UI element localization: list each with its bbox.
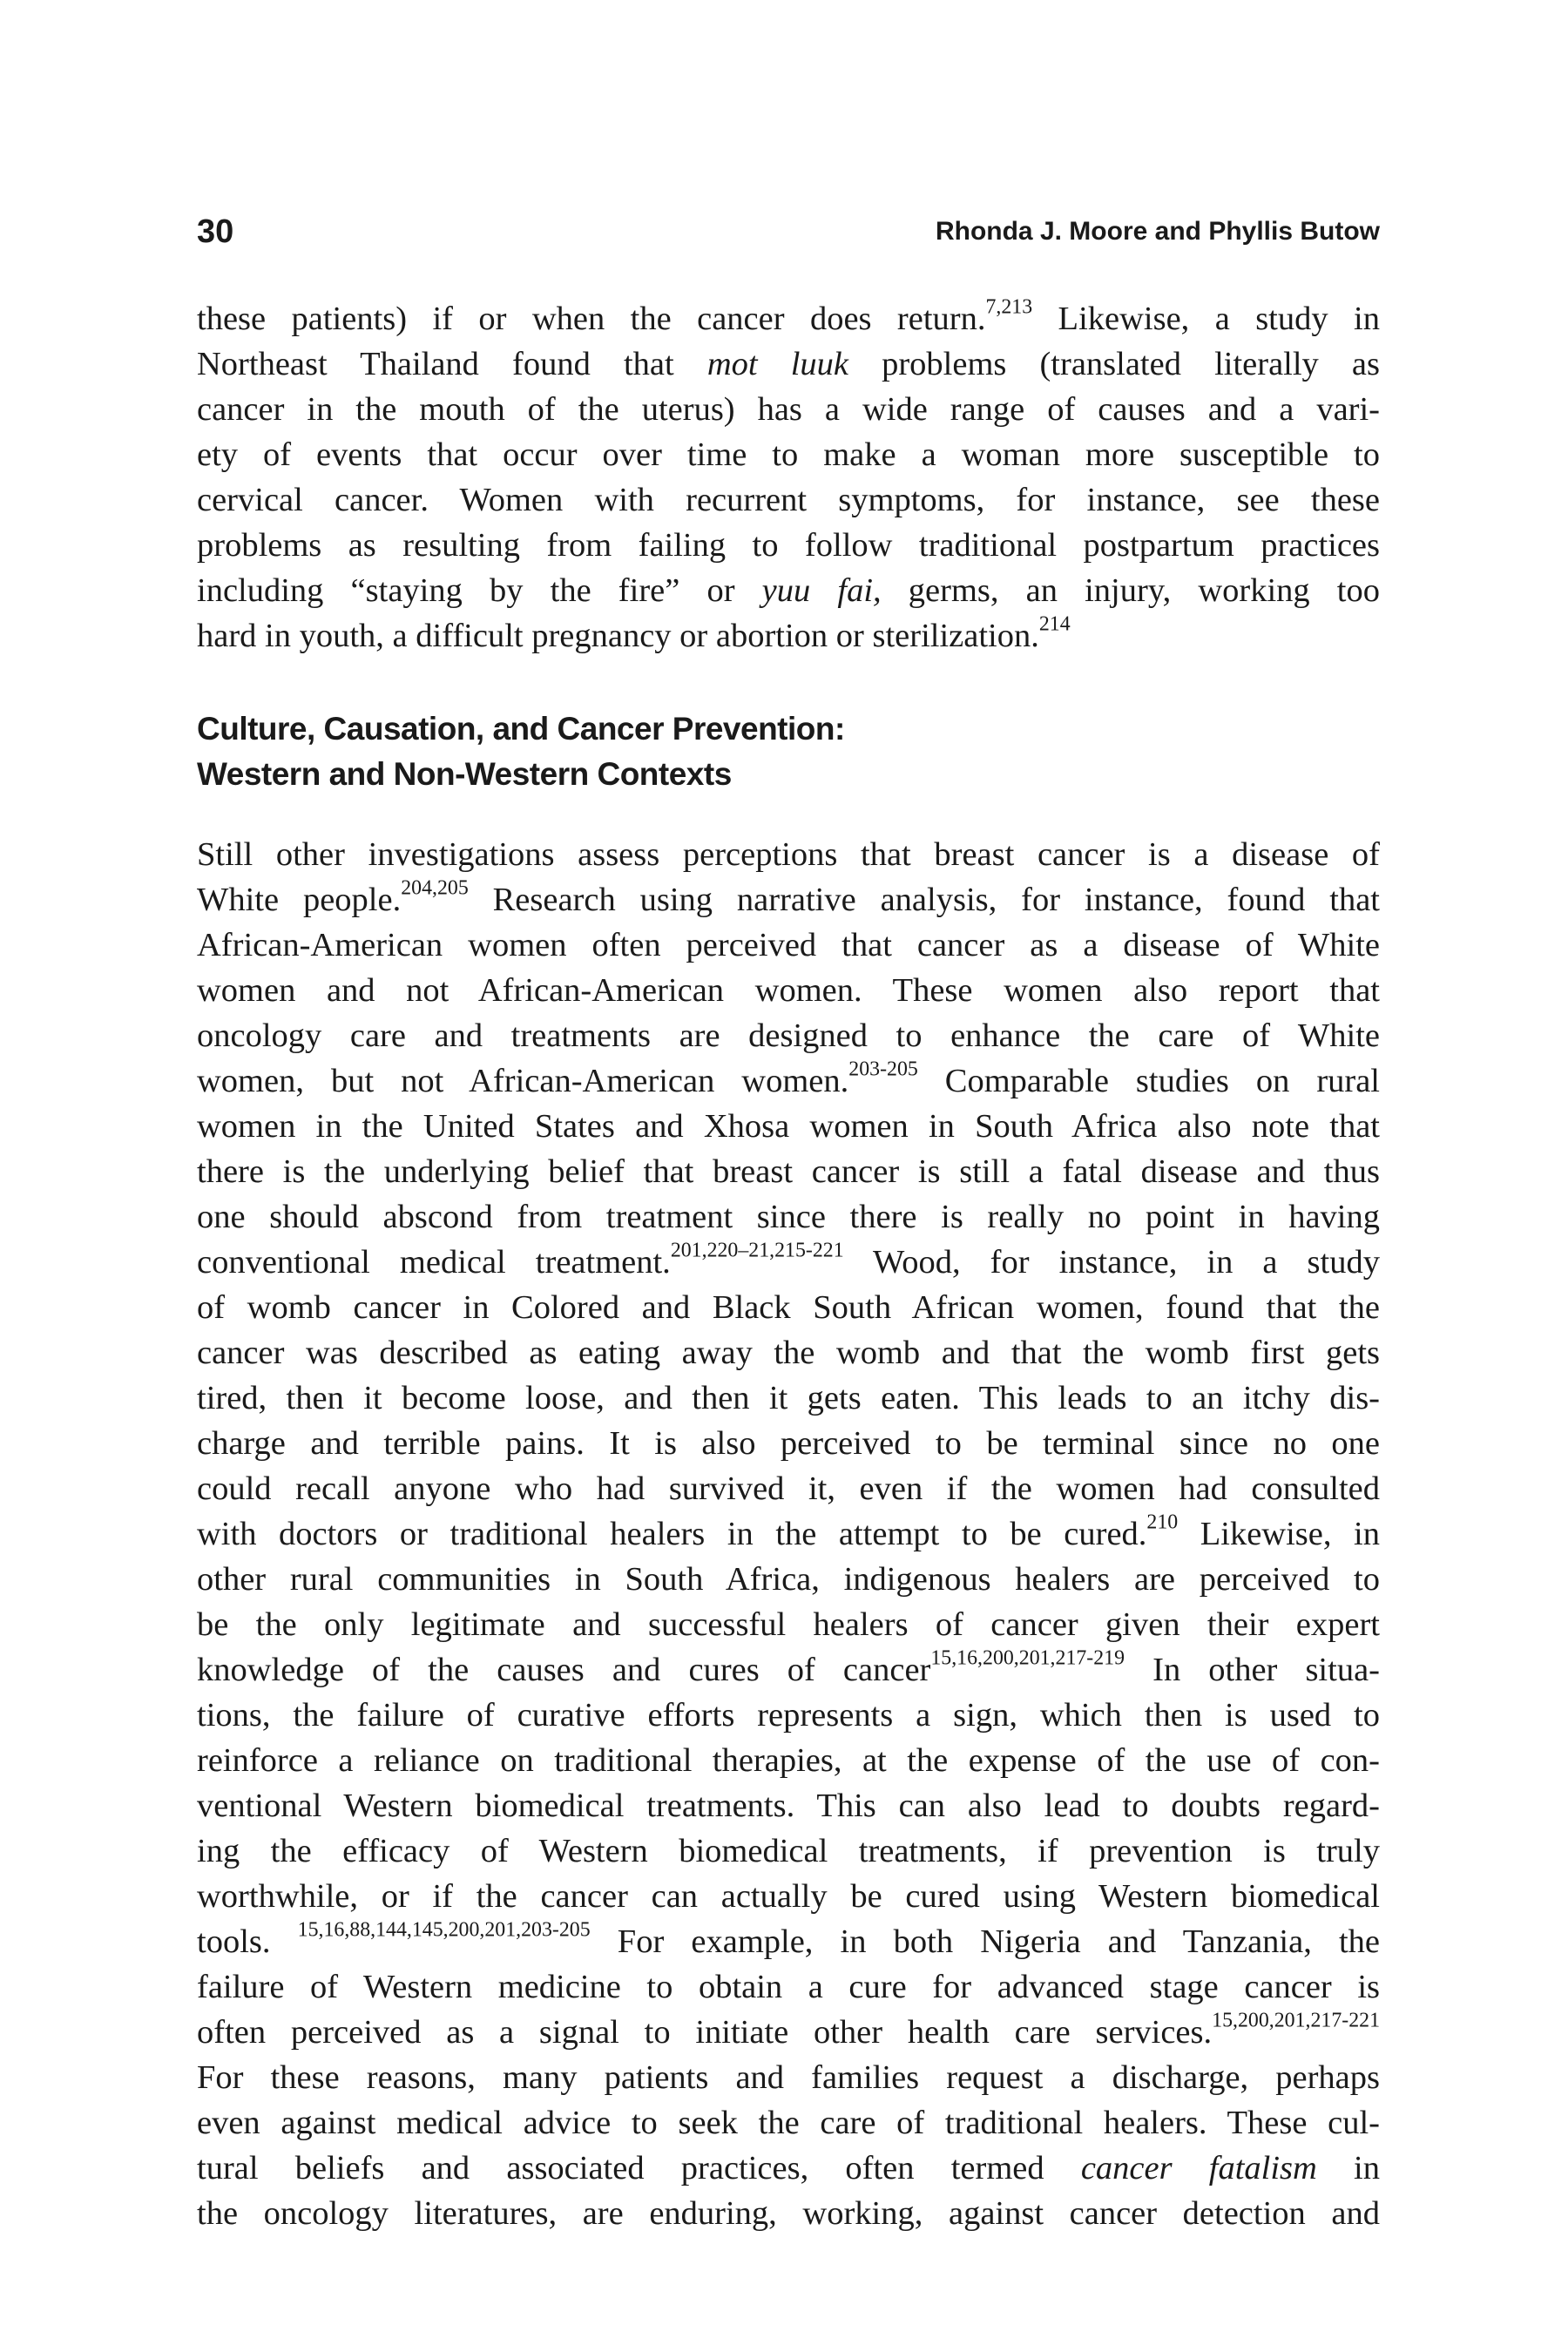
text-line: women in the United States and Xhosa women in South Africa also note that <box>197 1108 1380 1145</box>
page-number: 30 <box>197 213 234 250</box>
text-line: charge and terrible pains. It is also perceived to be terminal since no one <box>197 1425 1380 1462</box>
text-line: there is the underlying belief that breast cancer is still a fatal disease and thus <box>197 1153 1380 1190</box>
text-line: ventional Western biomedical treatments. This can also lead to doubts regard- <box>197 1788 1380 1824</box>
text-line: tural beliefs and associated practices, often termed cancer fatalism in <box>197 2150 1380 2186</box>
text-line: be the only legitimate and successful healers of cancer given their expert <box>197 1606 1380 1643</box>
section-heading-line-2: Western and Non-Western Contexts <box>197 756 732 792</box>
text-line: ing the efficacy of Western biomedical treatments, if prevention is truly <box>197 1833 1380 1869</box>
citation-superscript: 15,16,88,144,145,200,201,203-205 <box>297 1918 591 1942</box>
text-line: White people.$^{204,205}$ Research using narrative analysis, for instance, found that <box>197 876 1380 918</box>
text-line: ety of events that occur over time to make a woman more susceptible to <box>197 436 1380 473</box>
text-line: other rural communities in South Africa, indigenous healers are perceived to <box>197 1561 1380 1598</box>
text-line: cervical cancer. Women with recurrent symptoms, for instance, see these <box>197 482 1380 518</box>
italic-term: cancer fatalism <box>1080 2150 1317 2186</box>
citation-superscript: 214 <box>1038 612 1071 636</box>
text-line: cancer was described as eating away the womb and that the womb first gets <box>197 1335 1380 1371</box>
paragraph-1 <box>197 296 1380 659</box>
text-line: of womb cancer in Colored and Black South African women, found that the <box>197 1289 1380 1326</box>
text-line: women and not African-American women. These women also report that <box>197 972 1380 1009</box>
italic-term: mot luuk <box>706 346 848 382</box>
text-line: with doctors or traditional healers in the attempt to be cured.$^{210}$ Likewise, in <box>197 1511 1380 1552</box>
text-line: tions, the failure of curative efforts represents a sign, which then is used to <box>197 1697 1380 1734</box>
text-line: often perceived as a signal to initiate other health care services.$^{15,200,201,217-221}$ <box>197 2009 1380 2051</box>
section-heading <box>197 659 1380 832</box>
text-line: failure of Western medicine to obtain a cure for advanced stage cancer is <box>197 1969 1380 2005</box>
text-line: Still other investigations assess perceptions that breast cancer is a disease of <box>197 836 1380 873</box>
citation-superscript: 203-205 <box>848 1058 918 1081</box>
text-line: worthwhile, or if the cancer can actually be cured using Western biomedical <box>197 1878 1380 1915</box>
body-text <box>197 296 1380 2236</box>
text-line: hard in youth, a difficult pregnancy or abortion or sterilization.$^{214}$ <box>197 612 1071 654</box>
citation-superscript: 210 <box>1146 1511 1179 1534</box>
citation-superscript: 204,205 <box>401 876 469 900</box>
text-line: tired, then it become loose, and then it gets eaten. This leads to an itchy dis- <box>197 1380 1380 1416</box>
running-head <box>197 206 1380 258</box>
text-line: these patients) if or when the cancer does return.$^{7,213}$ Likewise, a study in <box>197 295 1380 337</box>
text-line: Northeast Thailand found that mot luuk problems (translated literally as <box>197 346 1380 382</box>
text-line: African-American women often perceived that cancer as a disease of White <box>197 927 1380 963</box>
text-line: problems as resulting from failing to follow traditional postpartum practices <box>197 527 1380 564</box>
citation-superscript: 201,220–21,215-221 <box>670 1239 844 1262</box>
text-line: even against medical advice to seek the care of traditional healers. These cul- <box>197 2105 1380 2141</box>
text-line: tools. $^{15,16,88,144,145,200,201,203-205}$ For example, in both Nigeria and Tanzania, the <box>197 1918 1380 1960</box>
text-line: could recall anyone who had survived it, even if the women had consulted <box>197 1470 1380 1507</box>
text-line: reinforce a reliance on traditional therapies, at the expense of the use of con- <box>197 1742 1380 1779</box>
italic-term: yuu fai, <box>761 572 882 609</box>
text-line: the oncology literatures, are enduring, working, against cancer detection and <box>197 2195 1380 2232</box>
text-line: cancer in the mouth of the uterus) has a wide range of causes and a vari- <box>197 391 1380 428</box>
text-line: oncology care and treatments are designed to enhance the care of White <box>197 1017 1380 1054</box>
citation-superscript: 15,16,200,201,217-219 <box>930 1646 1125 1670</box>
text-line: conventional medical treatment.$^{201,220-21,215-221}$ Wood, for instance, in a study <box>197 1239 1380 1281</box>
text-line: women, but not African-American women.$^{203-205}$ Comparable studies on rural <box>197 1058 1380 1099</box>
section-heading-line-1: Culture, Causation, and Cancer Prevention: <box>197 711 845 747</box>
text-line: including “staying by the fire” or yuu fai, germs, an injury, working too <box>197 572 1380 609</box>
text-line: For these reasons, many patients and families request a discharge, perhaps <box>197 2059 1380 2096</box>
running-head-authors: Rhonda J. Moore and Phyllis Butow <box>935 217 1380 246</box>
citation-superscript: 7,213 <box>985 295 1033 319</box>
text-line: knowledge of the causes and cures of cancer$^{15,16,200,201,217-219}$ In other situa- <box>197 1646 1380 1688</box>
paragraph-2 <box>197 832 1380 2236</box>
text-line: one should abscond from treatment since there is really no point in having <box>197 1199 1380 1235</box>
citation-superscript: 15,200,201,217-221 <box>1212 2009 1380 2032</box>
